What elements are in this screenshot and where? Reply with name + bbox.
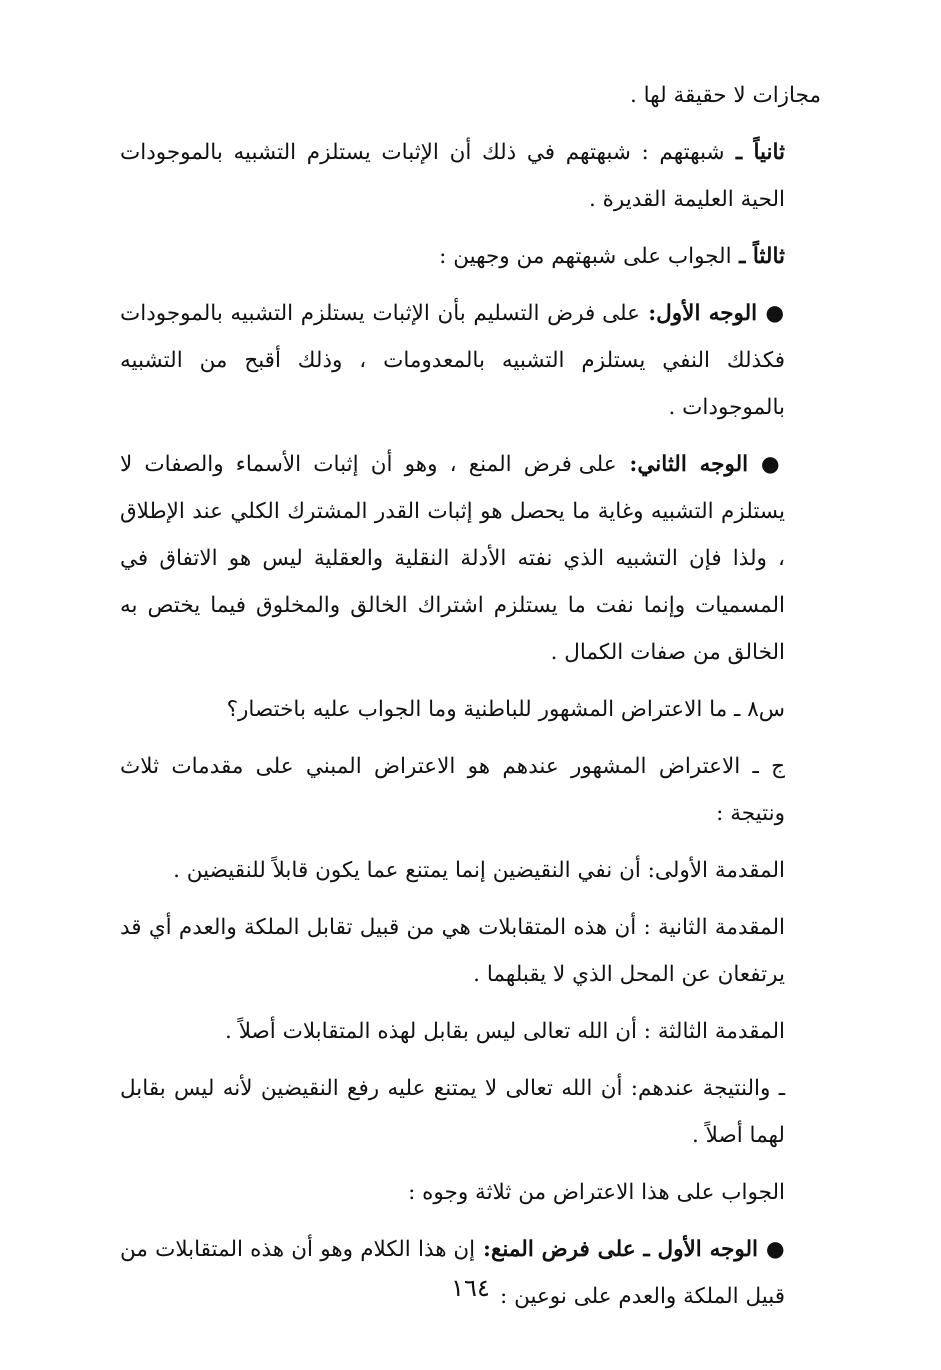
paragraph-9 [120,904,821,998]
paragraph-text: ـ والنتيجة عندهم: أن الله تعالى لا يمتنع عليه رفع النقيضين لأنه ليس بقابل لهما أصلاً . [120,1076,785,1148]
paragraph-12 [120,1169,821,1216]
section-heading: الوجه الأول ـ على فرض المنع: [475,1237,759,1262]
paragraph-text: المقدمة الثانية : أن هذه المتقابلات هي من قبيل تقابل الملكة والعدم أي قد يرتفعان عن المحل الذي لا يقبلهما . [120,915,785,987]
paragraph-6 [120,686,821,733]
paragraph-text: على فرض المنع ، وهو أن إثبات الأسماء والصفات لا يستلزم التشبيه وغاية ما يحصل هو إثبات القدر المشترك الكلي عند الإطلاق ، ولذا فإن التشبيه الذي نفته الأدلة النقلية والعقلية ليس هو الاتفاق في المسميات وإنما نفت ما يستلزم اشتراك الخالق والمخلوق فيما يختص به الخالق من صفات الكمال . [120,452,785,665]
paragraph-text: المقدمة الثالثة : أن الله تعالى ليس بقابل لهذه المتقابلات أصلاً . [225,1019,785,1044]
section-heading: ثالثاً ـ [731,244,785,269]
paragraph-text: على فرض التسليم بأن الإثبات يستلزم التشبيه بالموجودات فكذلك النفي يستلزم التشبيه بالمعدومات ، وذلك أقبح من التشبيه بالموجودات . [120,301,785,420]
paragraph-text: الجواب على هذا الاعتراض من ثلاثة وجوه : [408,1180,785,1205]
bullet-icon: ● [758,1237,786,1262]
paragraph-text: المقدمة الأولى: أن نفي النقيضين إنما يمتنع عما يكون قابلاً للنقيضين . [173,858,785,883]
section-heading: الوجه الأول: [639,301,758,326]
paragraph-3 [120,233,821,280]
paragraph-text: مجازات لا حقيقة لها . [629,83,821,108]
paragraph-2 [120,129,821,223]
question-text: س٨ ـ ما الاعتراض المشهور للباطنية وما الجواب عليه باختصار؟ [226,697,785,722]
paragraph-4 [120,290,821,431]
section-heading: ثانياً ـ [724,140,785,165]
paragraph-10 [120,1008,821,1055]
paragraph-11 [120,1065,821,1159]
paragraph-5 [120,441,821,676]
paragraph-13 [120,1226,821,1320]
answer-text: ج ـ الاعتراض المشهور عندهم هو الاعتراض المبني على مقدمات ثلاث ونتيجة : [120,754,785,826]
paragraph-text: شبهتهم : شبهتهم في ذلك أن الإثبات يستلزم التشبيه بالموجودات الحية العليمة القديرة . [120,140,785,212]
section-heading: الوجه الثاني: [616,452,749,477]
paragraph-1 [120,72,821,119]
page-body [120,72,821,1320]
bullet-icon: ● [748,452,785,477]
paragraph-7 [120,743,821,837]
bullet-icon: ● [757,301,785,326]
paragraph-text: الجواب على شبهتهم من وجهين : [439,244,732,269]
paragraph-8 [120,847,821,894]
paragraph-text: إن هذا الكلام وهو أن هذه المتقابلات من قبيل الملكة والعدم على نوعين : [120,1237,785,1309]
page-number: ١٦٤ [451,1274,490,1302]
